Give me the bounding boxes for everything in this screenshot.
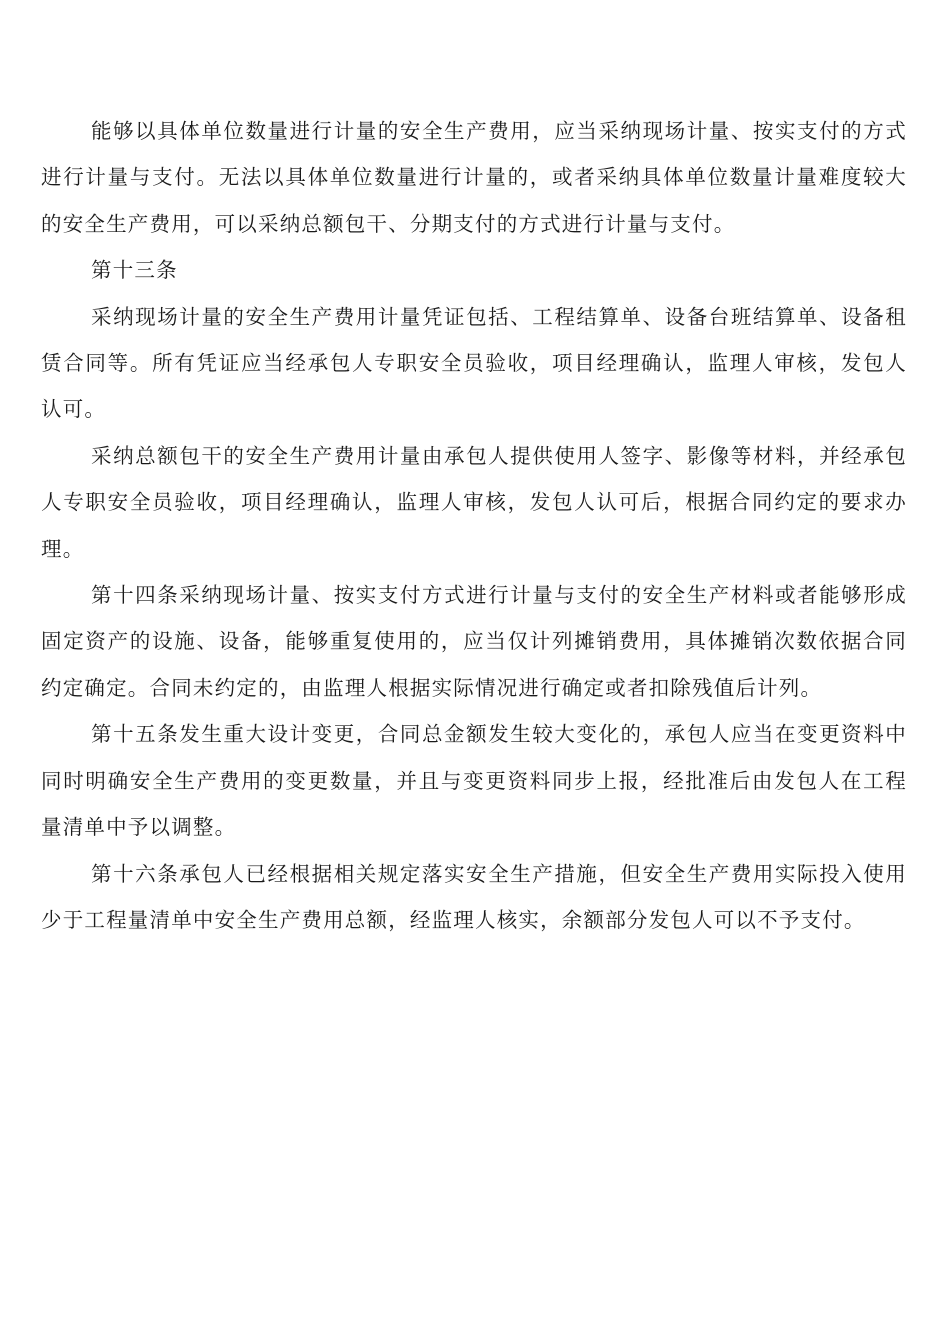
article-13-heading: 第十三条: [91, 258, 178, 283]
paragraph-article-16: 第十六条承包人已经根据相关规定落实安全生产措施，但安全生产费用实际投入使用少于工程量清单中安全生产费用总额，经监理人核实，余额部分发包人可以不予支付。: [41, 861, 907, 932]
paragraph-measurement-vouchers: 采纳现场计量的安全生产费用计量凭证包括、工程结算单、设备台班结算单、设备租赁合同等。所有凭证应当经承包人专职安全员验收，项目经理确认，监理人审核，发包人认可。: [41, 304, 907, 422]
paragraph-measurement-methods: 能够以具体单位数量进行计量的安全生产费用，应当采纳现场计量、按实支付的方式进行计量与支付。无法以具体单位数量进行计量的，或者采纳具体单位数量计量难度较大的安全生产费用，可以采纳总额包干、分期支付的方式进行计量与支付。: [41, 119, 907, 236]
paragraph-article-14: 第十四条采纳现场计量、按实支付方式进行计量与支付的安全生产材料或者能够形成固定资产的设施、设备，能够重复使用的，应当仅计列摊销费用，具体摊销次数依据合同约定确定。合同未约定的，由监理人根据实际情况进行确定或者扣除残值后计列。: [41, 583, 907, 700]
paragraph-lump-sum-measurement: 采纳总额包干的安全生产费用计量由承包人提供使用人签字、影像等材料，并经承包人专职安全员验收，项目经理确认，监理人审核，发包人认可后，根据合同约定的要求办理。: [41, 443, 907, 561]
paragraph-article-15: 第十五条发生重大设计变更，合同总金额发生较大变化的，承包人应当在变更资料中同时明确安全生产费用的变更数量，并且与变更资料同步上报，经批准后由发包人在工程量清单中予以调整。: [41, 722, 907, 840]
document-body: [41, 108, 907, 943]
